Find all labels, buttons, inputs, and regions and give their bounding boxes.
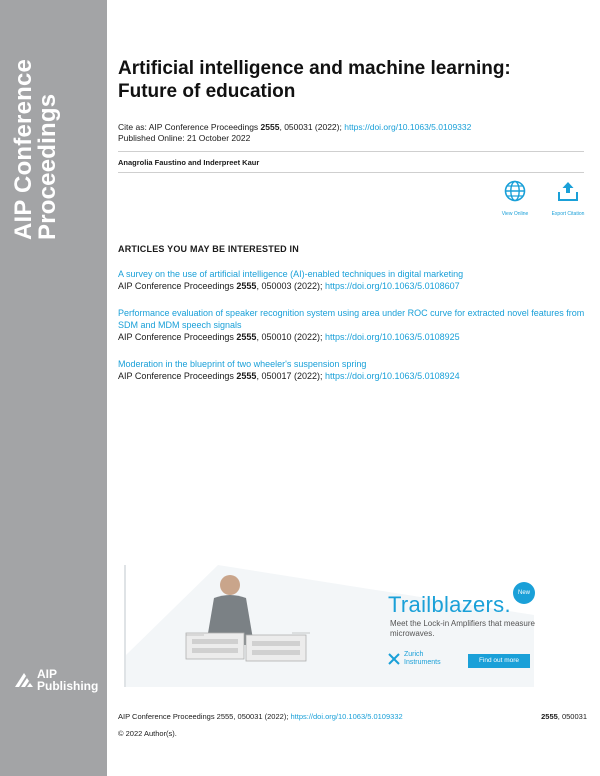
related-source-suffix: , 050010 (2022); [256,332,325,342]
related-article [118,307,588,343]
related-articles-heading: ARTICLES YOU MAY BE INTERESTED IN [118,244,299,254]
related-article-source [118,331,588,343]
related-article-source [118,370,588,382]
publisher-line1: AIP [37,667,58,681]
related-article [118,268,588,292]
journal-name-line2: Proceedings [34,93,61,240]
journal-sidebar [0,0,107,776]
footer-citation [118,712,403,721]
cite-suffix: , 050031 (2022); [279,122,345,132]
related-article-title[interactable]: A survey on the use of artificial intelligence (AI)-enabled techniques in digital marketing [118,269,464,279]
related-article [118,358,588,382]
journal-name-line1: AIP Conference [10,58,37,240]
export-icon [557,180,579,202]
footer-page-number: , 050031 [557,712,587,721]
ad-tagline: Meet the Lock-in Amplifiers that measure microwaves. [390,619,535,638]
related-source-suffix: , 050003 (2022); [256,281,325,291]
related-source-prefix: AIP Conference Proceedings [118,332,237,342]
related-article-title[interactable]: Moderation in the blueprint of two wheeler's suspension spring [118,359,367,369]
related-article-doi-link[interactable]: https://doi.org/10.1063/5.0108924 [325,371,460,381]
related-article-title[interactable]: Performance evaluation of speaker recognition system using area under ROC curve for extracted novel features from SDM and MDM speech signals [118,308,585,330]
ad-brand-line1: Zurich [404,651,424,658]
journal-name [12,59,60,240]
footer-page [541,712,587,721]
copyright: © 2022 Author(s). [118,729,177,738]
article-title [118,57,578,103]
ad-title: Trailblazers. [388,592,511,617]
view-online-button[interactable] [493,180,537,217]
zurich-instruments-logo [388,651,441,667]
publisher-line2: Publishing [37,679,99,693]
footer-volume: 2555 [541,712,558,721]
cite-volume: 2555 [260,122,280,132]
related-source-prefix: AIP Conference Proceedings [118,371,237,381]
article-title-line2: Future of education [118,81,296,102]
article-doi-link[interactable]: https://doi.org/10.1063/5.0109332 [344,122,472,132]
related-volume: 2555 [236,332,257,342]
related-source-prefix: AIP Conference Proceedings [118,281,237,291]
new-badge: New [513,582,535,604]
related-article-source [118,280,588,292]
cite-as [118,122,471,133]
aip-publishing-logo[interactable] [14,668,98,692]
article-title-line1: Artificial intelligence and machine learning: [118,58,511,79]
view-online-label: View Online [501,211,529,217]
ad-brand-line2: Instruments [404,659,441,666]
related-article-doi-link[interactable]: https://doi.org/10.1063/5.0108607 [325,281,460,291]
globe-icon [504,180,526,202]
related-article-doi-link[interactable]: https://doi.org/10.1063/5.0108925 [325,332,460,342]
cite-prefix: Cite as: AIP Conference Proceedings [118,122,261,132]
divider [118,172,584,173]
published-online: Published Online: 21 October 2022 [118,133,251,143]
find-out-more-button[interactable]: Find out more [468,654,530,668]
authors: Anagrolia Faustino and Inderpreet Kaur [118,158,260,167]
export-citation-button[interactable] [546,180,590,217]
export-citation-label: Export Citation [551,211,585,217]
footer-doi-link[interactable]: https://doi.org/10.1063/5.0109332 [290,712,403,721]
related-source-suffix: , 050017 (2022); [256,371,325,381]
aip-logo-icon [14,671,34,689]
related-volume: 2555 [236,371,257,381]
related-volume: 2555 [236,281,257,291]
divider [118,151,584,152]
footer-cite-text: AIP Conference Proceedings 2555, 050031 (2022); [118,712,291,721]
advertisement-banner[interactable] [124,565,534,687]
zurich-logo-icon [388,653,400,665]
